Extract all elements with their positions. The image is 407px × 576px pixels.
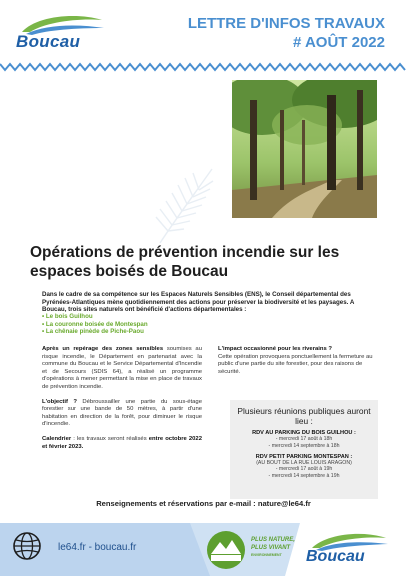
- list-item: • La couronne boisée de Montespan: [42, 321, 148, 329]
- slogan-line2: PLUS VIVANT: [251, 544, 291, 551]
- paragraph-calendrier: [42, 436, 202, 451]
- logo-text: Boucau: [16, 32, 81, 51]
- sites-list: [42, 313, 148, 336]
- logo-text: Boucau: [306, 548, 365, 565]
- rdv1-title: RDV AU PARKING DU BOIS GUILHOU :: [252, 430, 356, 436]
- left-column: [42, 346, 202, 458]
- rdv1-line1: - mercredi 17 août à 18h: [275, 436, 333, 442]
- boucau-logo: [16, 14, 108, 54]
- calendar-dates: entre octobre 2022 et février 2023.: [42, 435, 202, 450]
- article-title: Opérations de prévention incendie sur les espaces boisés de Boucau: [30, 244, 340, 280]
- article-intro: Dans le cadre de sa compétence sur les Espaces Naturels Sensibles (ENS), le Conseil départemental des Pyrénées-Atlantiques mène quotidiennement des actions pour préserver la biodiversité et les paysages. A Boucau, trois sites naturels ont bénéficié d'actions départementales :: [42, 291, 355, 314]
- forest-photo: [232, 80, 377, 218]
- feather-decoration-icon: [150, 165, 220, 245]
- slogan-line1: PLUS NATURE,: [251, 537, 295, 543]
- paragraph-lead: Après un repérage des zones sensibles: [42, 346, 164, 352]
- footer-boucau-logo: [306, 532, 392, 568]
- paragraph-text: soumises au risque incendie, le Département en partenariat avec la commune du Boucau et le Service Départemental d'Incendie et de Secours (SDIS 64), a réalisé un programme d'opérations à mener permettant la mise en place de travaux de prévention incendie.: [42, 346, 202, 390]
- right-column: [218, 346, 378, 376]
- rdv2-sub: (AU BOUT DE LA RUE LOUIS ARAGON): [256, 459, 352, 466]
- rdv2-line1: - mercredi 17 août à 19h: [275, 466, 333, 473]
- paragraph-lead: L'objectif ?: [42, 398, 77, 405]
- paragraph-objectif: [42, 399, 202, 429]
- globe-icon: [12, 531, 42, 561]
- list-item: • Le bois Guilhou: [42, 313, 148, 321]
- slogan: [251, 537, 295, 560]
- paragraph-text: Débroussailler une partie du sous-étage forestier sur une bande de 50 mètres, à partir d'une habitation en direction de la forêt, pour diminuer le risque d'incendie.: [42, 398, 202, 428]
- meetings-title: Plusieurs réunions publiques auront lieu :: [237, 406, 371, 426]
- rdv2-line2: - mercredi 14 septembre à 19h: [268, 473, 340, 480]
- impact-heading: L'impact occasionné pour les riverains ?: [218, 346, 333, 352]
- newsletter-title-line2: # AOÛT 2022: [293, 34, 385, 51]
- paragraph-lead: Calendrier: [42, 435, 72, 442]
- rdv1-line2: - mercredi 14 septembre à 18h: [268, 442, 340, 449]
- website-links[interactable]: le64.fr - boucau.fr: [58, 542, 137, 553]
- pyrenees-atlantiques-logo-icon: [205, 530, 247, 570]
- list-item: • La chênaie pinède de Piche-Paou: [42, 328, 148, 336]
- meetings-box: [230, 400, 378, 499]
- paragraph-text: : les travaux seront réalisés: [71, 435, 149, 442]
- paragraph-reperage: [42, 346, 202, 392]
- rdv2-title: RDV PETIT PARKING MONTESPAN :: [255, 453, 353, 460]
- newsletter-title: [188, 14, 385, 52]
- impact-text: Cette opération provoquera ponctuellement la fermeture au public d'une partie du site forestier, pour des raisons de sécurité.: [218, 353, 373, 375]
- zigzag-divider: [0, 62, 407, 72]
- contact-line: Renseignements et réservations par e-mail : nature@le64.fr: [96, 499, 311, 508]
- newsletter-title-line1: LETTRE D'INFOS TRAVAUX: [187, 15, 385, 32]
- slogan-environment: ENVIRONNEMENT: [251, 553, 282, 557]
